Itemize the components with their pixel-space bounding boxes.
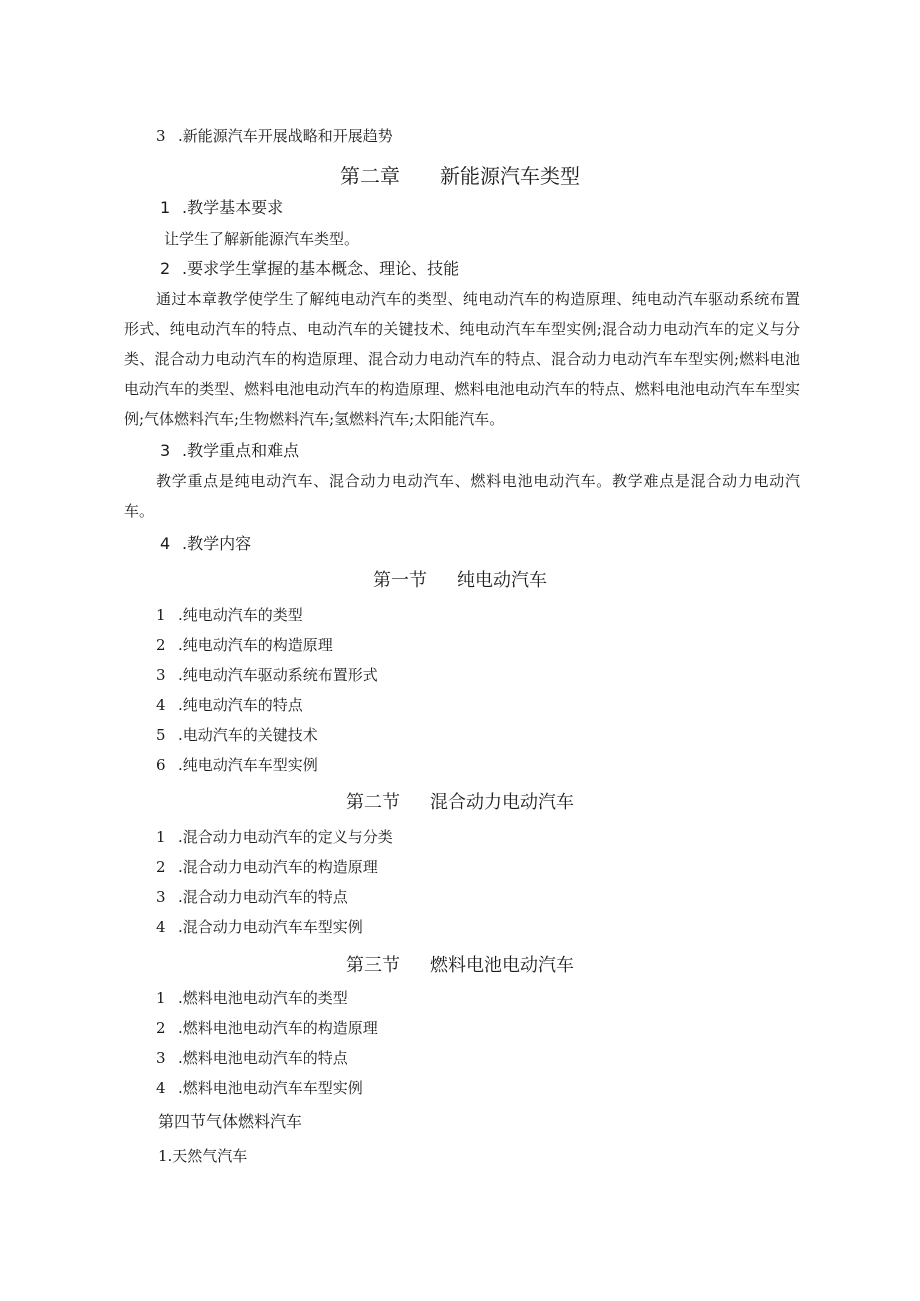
list-item: 1 .混合动力电动汽车的定义与分类: [156, 828, 393, 846]
section-title: 第三节 燃料电池电动汽车: [346, 955, 574, 976]
body-paragraph: 通过本章教学使学生了解纯电动汽车的类型、纯电动汽车的构造原理、纯电动汽车驱动系统布置形式、纯电动汽车的特点、电动汽车的关键技术、纯电动汽车车型实例;混合动力电动汽车的定义与分类、混合动力电动汽车的构造原理、混合动力电动汽车的特点、混合动力电动汽车车型实例;燃料电池电动汽车的类型、燃料电池电动汽车的构造原理、燃料电池电动汽车的特点、燃料电池电动汽车车型实例;气体燃料汽车;生物燃料汽车;氢燃料汽车;太阳能汽车。: [124, 290, 800, 428]
subheading: 1 .教学基本要求: [160, 198, 284, 217]
body-text: 让学生了解新能源汽车类型。: [164, 230, 360, 248]
list-item: 3 .纯电动汽车驱动系统布置形式: [156, 666, 378, 684]
list-item: 3 .燃料电池电动汽车的特点: [156, 1049, 348, 1067]
section-title: 第二节 混合动力电动汽车: [346, 792, 574, 813]
list-item: 3 .混合动力电动汽车的特点: [156, 888, 348, 906]
list-item: 2 .燃料电池电动汽车的构造原理: [156, 1019, 378, 1037]
list-item: 1.天然气汽车: [158, 1147, 248, 1165]
chapter-title: 第二章 新能源汽车类型: [340, 164, 580, 188]
list-item: 4 .燃料电池电动汽车车型实例: [156, 1079, 363, 1097]
body-paragraph: 教学重点是纯电动汽车、混合动力电动汽车、燃料电池电动汽车。教学难点是混合动力电动汽车。: [124, 472, 800, 520]
list-item: 2 .混合动力电动汽车的构造原理: [156, 858, 378, 876]
list-item: 4 .混合动力电动汽车车型实例: [156, 918, 363, 936]
subheading: 3 .教学重点和难点: [160, 441, 300, 460]
list-item: 3 .新能源汽车开展战略和开展趋势: [156, 127, 393, 145]
list-item: 5 .电动汽车的关键技术: [156, 726, 318, 744]
section-title: 第一节 纯电动汽车: [373, 570, 547, 591]
list-item: 2 .纯电动汽车的构造原理: [156, 636, 333, 654]
list-item: 1 .纯电动汽车的类型: [156, 606, 303, 624]
section-heading: 第四节气体燃料汽车: [158, 1112, 303, 1131]
list-item: 4 .纯电动汽车的特点: [156, 696, 303, 714]
list-item: 6 .纯电动汽车车型实例: [156, 756, 318, 774]
subheading: 2 .要求学生掌握的基本概念、理论、技能: [160, 259, 460, 278]
subheading: 4 .教学内容: [160, 534, 252, 553]
list-item: 1 .燃料电池电动汽车的类型: [156, 989, 348, 1007]
